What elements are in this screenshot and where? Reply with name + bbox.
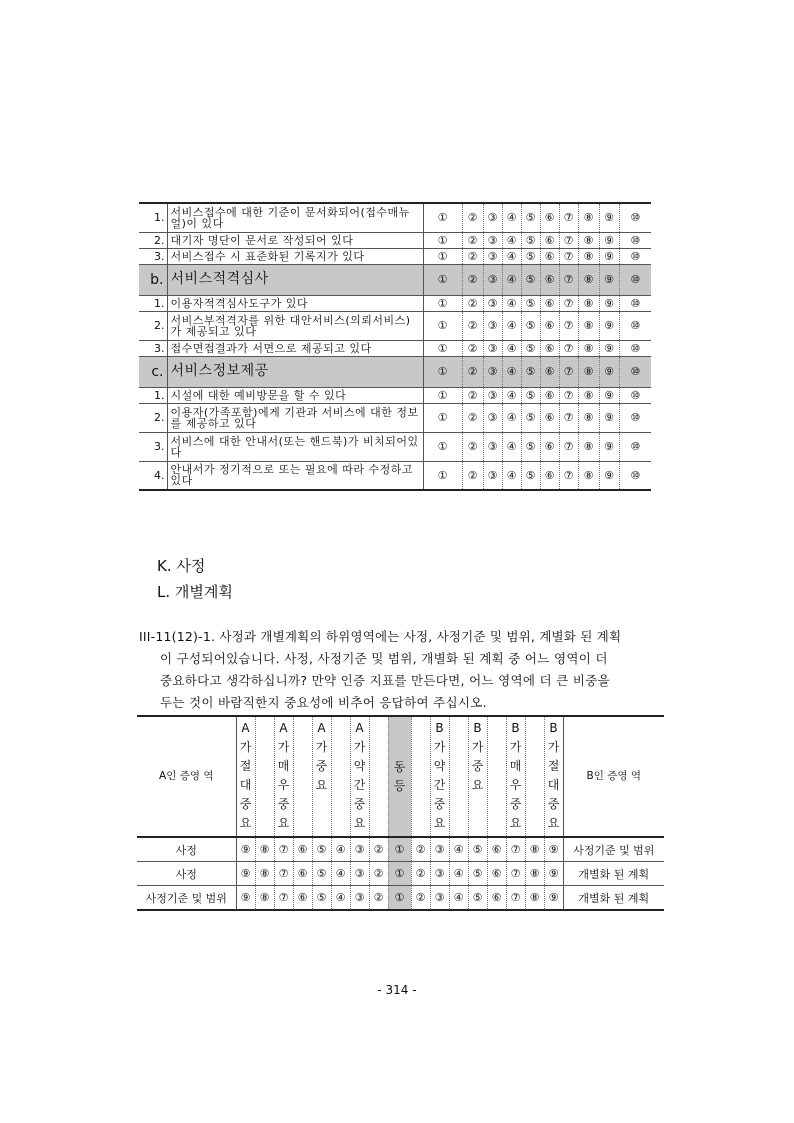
rating-option: ⑨ xyxy=(599,248,619,264)
header-char: 인 증 xyxy=(166,770,190,782)
rating-option: ① xyxy=(423,461,462,490)
rating-option: ⑩ xyxy=(619,248,651,264)
section-row xyxy=(139,264,651,295)
rating-option: ⑧ xyxy=(578,403,599,432)
survey-row xyxy=(139,432,651,461)
rating-option: ① xyxy=(423,248,462,264)
rating-option: ⑧ xyxy=(578,340,599,356)
item-text: 시설에 대한 예비방문을 할 수 있다 xyxy=(167,387,423,403)
item-text: 접수면접결과가 서면으로 제공되고 있다 xyxy=(167,340,423,356)
heading-individual-plan: L. 개별계획 xyxy=(157,583,233,601)
rating-option: ⑤ xyxy=(521,403,540,432)
comparison-option[interactable]: ⑧ xyxy=(255,886,274,911)
right-area-label: 개별화 된 계획 xyxy=(563,886,664,911)
right-area-label: 개별화 된 계획 xyxy=(563,862,664,886)
left-area-header xyxy=(137,716,236,837)
survey-row xyxy=(139,461,651,490)
item-text: 이용자(가족포함)에게 기관과 서비스에 대한 정보를 제공하고 있다 xyxy=(167,403,423,432)
comparison-option[interactable]: ⑤ xyxy=(468,862,487,886)
scale-column-header xyxy=(544,716,563,837)
section-title: 서비스정보제공 xyxy=(167,356,423,387)
rating-option: ⑩ xyxy=(619,295,651,311)
item-text: 서비스부적격자를 위한 대안서비스(의뢰서비스)가 제공되고 있다 xyxy=(167,311,423,340)
header-char: 가 xyxy=(547,740,560,754)
question-text xyxy=(139,626,659,714)
comparison-option[interactable]: ⑥ xyxy=(293,837,312,862)
rating-option: ④ xyxy=(502,203,521,232)
rating-option: ⑩ xyxy=(619,461,651,490)
comparison-option[interactable]: ⑨ xyxy=(544,862,563,886)
rating-option: ③ xyxy=(483,432,502,461)
rating-option: ⑤ xyxy=(521,461,540,490)
comparison-option[interactable]: ⑨ xyxy=(544,837,563,862)
rating-option: ④ xyxy=(502,264,521,295)
rating-option: ⑩ xyxy=(619,432,651,461)
rating-option: ① xyxy=(423,203,462,232)
rating-option: ① xyxy=(423,264,462,295)
scale-column-header xyxy=(293,716,312,837)
rating-option: ⑤ xyxy=(521,264,540,295)
rating-option: ⑩ xyxy=(619,311,651,340)
rating-option: ⑦ xyxy=(559,403,578,432)
header-char: A xyxy=(317,721,326,735)
header-char: 요 xyxy=(433,816,446,830)
rating-option: ④ xyxy=(502,295,521,311)
header-char: 중 xyxy=(315,759,328,773)
rating-option: ⑥ xyxy=(540,295,559,311)
rating-option: ③ xyxy=(483,311,502,340)
item-number: 2. xyxy=(139,311,167,340)
rating-option: ⑥ xyxy=(540,203,559,232)
header-char: 요 xyxy=(547,816,560,830)
item-number: 4. xyxy=(139,461,167,490)
rating-option: ② xyxy=(462,340,483,356)
rating-option: ⑧ xyxy=(578,387,599,403)
survey-row xyxy=(139,295,651,311)
rating-option: ② xyxy=(462,403,483,432)
header-char: 가 xyxy=(509,740,522,754)
rating-option: ① xyxy=(423,432,462,461)
rating-option: ④ xyxy=(502,356,521,387)
header-char: 약 xyxy=(433,759,446,773)
header-char: 요 xyxy=(353,816,366,830)
comparison-option[interactable]: ③ xyxy=(430,862,449,886)
rating-option: ⑧ xyxy=(578,203,599,232)
comparison-option[interactable]: ⑦ xyxy=(274,837,293,862)
survey-row xyxy=(139,203,651,232)
item-number: 3. xyxy=(139,248,167,264)
comparison-option[interactable]: ⑥ xyxy=(487,886,506,911)
comparison-option[interactable]: ① xyxy=(388,837,411,862)
rating-option: ⑦ xyxy=(559,295,578,311)
header-char: 중 xyxy=(471,759,484,773)
header-char: 등 xyxy=(393,778,406,793)
item-number: 1. xyxy=(139,203,167,232)
header-char: 요 xyxy=(239,816,252,830)
rating-option: ③ xyxy=(483,403,502,432)
comparison-option[interactable]: ⑤ xyxy=(312,862,331,886)
rating-option: ⑨ xyxy=(599,432,619,461)
rating-option: ② xyxy=(462,248,483,264)
survey-row xyxy=(139,232,651,248)
header-char: A xyxy=(241,721,250,735)
comparison-option[interactable]: ① xyxy=(388,886,411,911)
rating-option: ④ xyxy=(502,387,521,403)
header-char: 동 xyxy=(393,759,406,774)
rating-option: ⑦ xyxy=(559,340,578,356)
comparison-option[interactable]: ② xyxy=(369,837,388,862)
survey-row xyxy=(139,248,651,264)
survey-row xyxy=(139,387,651,403)
header-char: 절 xyxy=(239,759,252,773)
rating-option: ⑨ xyxy=(599,311,619,340)
rating-option: ③ xyxy=(483,232,502,248)
comparison-table xyxy=(137,715,664,911)
rating-option: ④ xyxy=(502,232,521,248)
rating-option: ⑤ xyxy=(521,432,540,461)
rating-option: ⑥ xyxy=(540,387,559,403)
scale-column-header xyxy=(255,716,274,837)
comparison-option[interactable]: ⑦ xyxy=(274,886,293,911)
rating-option: ① xyxy=(423,387,462,403)
rating-option: ④ xyxy=(502,340,521,356)
comparison-option[interactable]: ④ xyxy=(449,886,468,911)
comparison-option[interactable]: ② xyxy=(369,886,388,911)
scale-column-header xyxy=(487,716,506,837)
rating-option: ④ xyxy=(502,461,521,490)
header-char: A xyxy=(279,721,288,735)
heading-assessment: K. 사정 xyxy=(157,557,206,575)
left-area-label: 사정기준 및 범위 xyxy=(137,886,236,911)
page-number: - 314 - xyxy=(377,983,417,997)
comparison-option[interactable]: ⑨ xyxy=(236,862,255,886)
comparison-option[interactable]: ④ xyxy=(449,862,468,886)
comparison-option[interactable]: ③ xyxy=(350,837,369,862)
rating-option: ② xyxy=(462,461,483,490)
comparison-option[interactable]: ③ xyxy=(430,837,449,862)
header-char: 가 xyxy=(277,740,290,754)
header-char: 간 xyxy=(353,778,366,792)
header-char: A xyxy=(159,770,167,782)
rating-option: ⑥ xyxy=(540,264,559,295)
header-char: B xyxy=(586,770,594,782)
rating-option: ④ xyxy=(502,311,521,340)
comparison-option[interactable]: ⑤ xyxy=(312,837,331,862)
header-char: 가 xyxy=(239,740,252,754)
header-char: 중 xyxy=(547,797,560,811)
header-char: 영 역 xyxy=(617,770,641,782)
comparison-option[interactable]: ③ xyxy=(350,862,369,886)
rating-option: ⑥ xyxy=(540,340,559,356)
rating-option: ⑦ xyxy=(559,203,578,232)
header-char: 우 xyxy=(509,778,522,792)
scale-column-header xyxy=(525,716,544,837)
rating-option: ② xyxy=(462,387,483,403)
item-text: 서비스에 대한 안내서(또는 핸드북)가 비치되어있다 xyxy=(167,432,423,461)
scale-column-header xyxy=(274,716,293,837)
scale-column-header xyxy=(312,716,331,837)
rating-option: ⑨ xyxy=(599,295,619,311)
item-text: 대기자 명단이 문서로 작성되어 있다 xyxy=(167,232,423,248)
rating-option: ⑥ xyxy=(540,356,559,387)
header-char: 매 xyxy=(509,759,522,773)
rating-option: ⑧ xyxy=(578,248,599,264)
header-char: 절 xyxy=(547,759,560,773)
rating-option: ③ xyxy=(483,203,502,232)
scale-column-header xyxy=(369,716,388,837)
header-char: 요 xyxy=(315,778,328,792)
question-line: III-11(12)-1. 사정과 개별계획의 하위영역에는 사정, 사정기준 및 범위, 계별화 된 계획 xyxy=(139,629,622,644)
header-char: B xyxy=(435,721,444,735)
rating-option: ⑤ xyxy=(521,203,540,232)
rating-option: ⑨ xyxy=(599,387,619,403)
header-char: 가 xyxy=(315,740,328,754)
rating-option: ⑥ xyxy=(540,232,559,248)
rating-option: ③ xyxy=(483,461,502,490)
rating-option: ⑩ xyxy=(619,232,651,248)
header-char: B xyxy=(549,721,558,735)
rating-option: ① xyxy=(423,232,462,248)
left-area-label: 사정 xyxy=(137,862,236,886)
header-char: 대 xyxy=(239,778,252,792)
scale-column-header xyxy=(449,716,468,837)
header-char: 중 xyxy=(509,797,522,811)
rating-option: ② xyxy=(462,264,483,295)
scale-column-header xyxy=(506,716,525,837)
rating-option: ⑦ xyxy=(559,248,578,264)
rating-option: ④ xyxy=(502,248,521,264)
rating-option: ⑧ xyxy=(578,461,599,490)
comparison-option[interactable]: ⑧ xyxy=(255,862,274,886)
comparison-row xyxy=(137,886,664,911)
rating-option: ⑤ xyxy=(521,356,540,387)
rating-option: ⑩ xyxy=(619,264,651,295)
question-line: 중요하다고 생각하십니까? 만약 인증 지표를 만든다면, 어느 영역에 더 큰 비중을 xyxy=(160,673,610,688)
item-number: 3. xyxy=(139,432,167,461)
item-text: 서비스접수 시 표준화된 기록지가 있다 xyxy=(167,248,423,264)
comparison-option[interactable]: ② xyxy=(411,837,430,862)
comparison-option[interactable]: ⑤ xyxy=(468,886,487,911)
item-number: 2. xyxy=(139,403,167,432)
rating-option: ③ xyxy=(483,295,502,311)
rating-option: ⑥ xyxy=(540,403,559,432)
rating-option: ⑥ xyxy=(540,432,559,461)
rating-option: ⑩ xyxy=(619,203,651,232)
comparison-option[interactable]: ③ xyxy=(430,886,449,911)
comparison-option[interactable]: ⑥ xyxy=(487,862,506,886)
rating-option: ⑩ xyxy=(619,403,651,432)
rating-option: ⑨ xyxy=(599,232,619,248)
header-char: 매 xyxy=(277,759,290,773)
header-char: 요 xyxy=(277,816,290,830)
rating-option: ③ xyxy=(483,356,502,387)
rating-option: ⑧ xyxy=(578,264,599,295)
survey-row xyxy=(139,340,651,356)
comparison-option[interactable]: ⑧ xyxy=(255,837,274,862)
scale-column-header xyxy=(331,716,350,837)
header-char: 인 증 xyxy=(593,770,618,782)
header-char: 요 xyxy=(509,816,522,830)
question-line: 두는 것이 바람직한지 중요성에 비추어 응답하여 주십시오. xyxy=(160,695,487,710)
comparison-option[interactable]: ⑥ xyxy=(293,862,312,886)
scale-column-header xyxy=(388,716,411,837)
rating-option: ① xyxy=(423,403,462,432)
rating-option: ⑥ xyxy=(540,461,559,490)
rating-option: ② xyxy=(462,203,483,232)
item-text: 안내서가 정기적으로 또는 필요에 따라 수정하고 있다 xyxy=(167,461,423,490)
rating-option: ③ xyxy=(483,387,502,403)
rating-option: ⑨ xyxy=(599,340,619,356)
comparison-row xyxy=(137,837,664,862)
comparison-option[interactable]: ⑦ xyxy=(506,862,525,886)
comparison-option[interactable]: ⑨ xyxy=(236,886,255,911)
comparison-option[interactable]: ④ xyxy=(331,862,350,886)
rating-option: ⑤ xyxy=(521,387,540,403)
item-number: 1. xyxy=(139,387,167,403)
comparison-option[interactable]: ④ xyxy=(449,837,468,862)
right-area-header xyxy=(563,716,664,837)
rating-option: ⑥ xyxy=(540,248,559,264)
rating-option: ② xyxy=(462,356,483,387)
comparison-option[interactable]: ⑧ xyxy=(525,837,544,862)
scale-column-header xyxy=(350,716,369,837)
comparison-option[interactable]: ② xyxy=(411,886,430,911)
comparison-option[interactable]: ⑧ xyxy=(525,886,544,911)
comparison-row xyxy=(137,862,664,886)
comparison-option[interactable]: ⑦ xyxy=(506,886,525,911)
rating-option: ⑥ xyxy=(540,311,559,340)
comparison-option[interactable]: ② xyxy=(411,862,430,886)
question-line: 이 구성되어있습니다. 사정, 사정기준 및 범위, 개별화 된 계획 중 어느 영역이 더 xyxy=(160,651,608,666)
rating-option: ⑨ xyxy=(599,264,619,295)
item-number: 1. xyxy=(139,295,167,311)
header-char: 요 xyxy=(471,778,484,792)
scale-column-header xyxy=(430,716,449,837)
header-char: 중 xyxy=(353,797,366,811)
header-char: 가 xyxy=(471,740,484,754)
rating-option: ⑩ xyxy=(619,340,651,356)
survey-row xyxy=(139,403,651,432)
item-number: b. xyxy=(139,264,167,295)
rating-option: ④ xyxy=(502,403,521,432)
header-char: 중 xyxy=(277,797,290,811)
rating-option: ③ xyxy=(483,248,502,264)
rating-option: ② xyxy=(462,311,483,340)
header-char: 중 xyxy=(433,797,446,811)
comparison-option[interactable]: ⑨ xyxy=(236,837,255,862)
header-char: 중 xyxy=(239,797,252,811)
rating-option: ⑦ xyxy=(559,432,578,461)
rating-option: ⑨ xyxy=(599,461,619,490)
comparison-option[interactable]: ④ xyxy=(331,837,350,862)
header-char: 대 xyxy=(547,778,560,792)
item-number: 2. xyxy=(139,232,167,248)
rating-option: ⑧ xyxy=(578,295,599,311)
rating-option: ① xyxy=(423,340,462,356)
item-number: 3. xyxy=(139,340,167,356)
comparison-option[interactable]: ① xyxy=(388,862,411,886)
header-char: 가 xyxy=(353,740,366,754)
rating-option: ⑩ xyxy=(619,356,651,387)
right-area-label: 사정기준 및 범위 xyxy=(563,837,664,862)
item-text: 이용자적격심사도구가 있다 xyxy=(167,295,423,311)
scale-column-header xyxy=(468,716,487,837)
rating-option: ③ xyxy=(483,264,502,295)
rating-option: ⑦ xyxy=(559,461,578,490)
comparison-option[interactable]: ③ xyxy=(350,886,369,911)
header-char: 영 역 xyxy=(189,770,214,782)
scale-column-header xyxy=(236,716,255,837)
rating-option: ⑧ xyxy=(578,356,599,387)
rating-option: ⑤ xyxy=(521,248,540,264)
comparison-option[interactable]: ⑤ xyxy=(312,886,331,911)
rating-option: ⑤ xyxy=(521,340,540,356)
rating-option: ⑩ xyxy=(619,387,651,403)
rating-option: ⑦ xyxy=(559,387,578,403)
rating-option: ⑤ xyxy=(521,311,540,340)
item-text: 서비스접수에 대한 기준이 문서화되어(접수매뉴얼)이 있다 xyxy=(167,203,423,232)
survey-row xyxy=(139,311,651,340)
item-number: c. xyxy=(139,356,167,387)
rating-option: ⑦ xyxy=(559,311,578,340)
section-row xyxy=(139,356,651,387)
rating-option: ④ xyxy=(502,432,521,461)
section-title: 서비스적격심사 xyxy=(167,264,423,295)
comparison-option[interactable]: ⑦ xyxy=(506,837,525,862)
rating-option: ⑤ xyxy=(521,232,540,248)
header-char: 약 xyxy=(353,759,366,773)
rating-option: ⑦ xyxy=(559,356,578,387)
scale-column-header xyxy=(411,716,430,837)
rating-option: ⑦ xyxy=(559,264,578,295)
header-char: 우 xyxy=(277,778,290,792)
header-char: 간 xyxy=(433,778,446,792)
header-char: B xyxy=(511,721,520,735)
left-area-label: 사정 xyxy=(137,837,236,862)
rating-option: ① xyxy=(423,295,462,311)
rating-option: ② xyxy=(462,295,483,311)
header-char: 가 xyxy=(433,740,446,754)
rating-option: ② xyxy=(462,432,483,461)
rating-option: ⑨ xyxy=(599,203,619,232)
rating-option: ② xyxy=(462,232,483,248)
survey-table xyxy=(139,202,651,491)
comparison-option[interactable]: ⑦ xyxy=(274,862,293,886)
rating-option: ③ xyxy=(483,340,502,356)
comparison-option[interactable]: ⑨ xyxy=(544,886,563,911)
comparison-option[interactable]: ⑧ xyxy=(525,862,544,886)
header-char: A xyxy=(355,721,364,735)
rating-option: ① xyxy=(423,356,462,387)
rating-option: ⑧ xyxy=(578,432,599,461)
comparison-option[interactable]: ⑥ xyxy=(487,837,506,862)
rating-option: ⑨ xyxy=(599,403,619,432)
comparison-option[interactable]: ⑤ xyxy=(468,837,487,862)
rating-option: ⑦ xyxy=(559,232,578,248)
header-char: B xyxy=(473,721,482,735)
rating-option: ⑧ xyxy=(578,311,599,340)
rating-option: ⑤ xyxy=(521,295,540,311)
rating-option: ⑧ xyxy=(578,232,599,248)
comparison-option[interactable]: ② xyxy=(369,862,388,886)
comparison-option[interactable]: ④ xyxy=(331,886,350,911)
rating-option: ① xyxy=(423,311,462,340)
comparison-option[interactable]: ⑥ xyxy=(293,886,312,911)
rating-option: ⑨ xyxy=(599,356,619,387)
